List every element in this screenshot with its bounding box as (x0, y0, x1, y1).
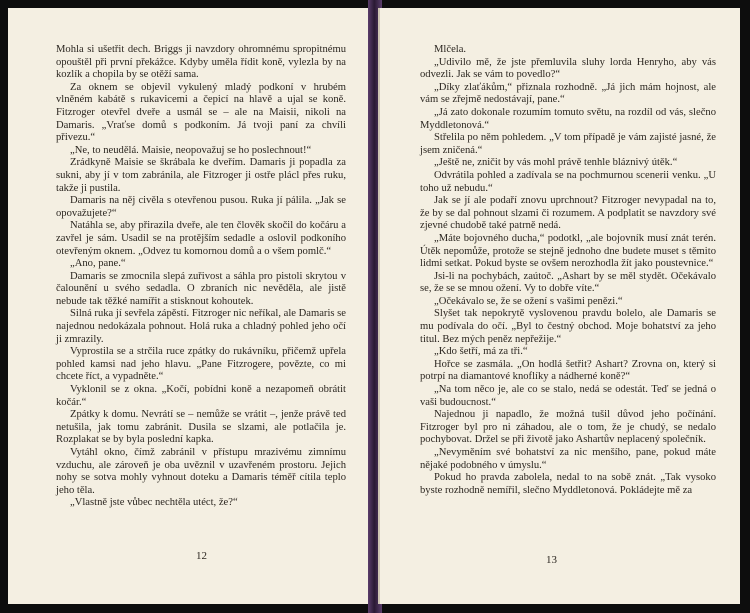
right-page-text (420, 44, 716, 497)
paragraph: Natáhla se, aby přirazila dveře, ale ten člověk skočil do kočáru a zavřel je sám. Usadil se na protějším sedadle a oslovil podkoního otevřeným oknem. „Odvez tu komornou domů a o všem pomlč.“ (56, 220, 346, 257)
paragraph: Vyklonil se z okna. „Kočí, pobídni koně a nezapomeň obrátit kočár.“ (56, 384, 346, 408)
paragraph: „Udivilo mě, že jste přemluvila sluhy lorda Henryho, aby vás odvezli. Jak se vám to povedlo?“ (420, 56, 716, 81)
paragraph: „Na tom něco je, ale co se stalo, nedá se odestát. Teď se jedná o vaši budoucnost.“ (420, 384, 716, 408)
paragraph: Jak se jí ale podaří znovu uprchnout? Fitzroger nevypadal na to, že by se dal pohnout slzami či rozumem. A podplatit se navzdory své zjevné chudobě také patrně nedá. (420, 195, 716, 232)
paragraph: Vytáhl okno, čímž zabránil v přístupu mrazivému zimnímu vzduchu, ale zároveň je oba uvěznil v uzavřeném prostoru. Jejich nohy se sotva mohly vyhnout doteku a Damaris téměř cítila teplo jeho těla. (56, 447, 346, 496)
page-number: 13 (546, 554, 557, 566)
paragraph: Zrádkyně Maisie se škrábala ke dveřím. Damaris ji popadla za sukni, aby jí v tom zabránila, ale Fitzroger ji ostře plácl přes ruku, takže ji pustila. (56, 157, 346, 194)
paragraph: „Ještě ne, zničit by vás mohl právě tenhle bláznivý útěk.“ (434, 157, 678, 169)
paragraph: „Máte bojovného ducha,“ podotkl, „ale bojovník musí znát terén. Útěk nepomůže, protože se stejně jednoho dne budete muset s těmito lidmi setkat. Pokud byste se ovšem nerozhodla žít jako poustevnice.“ (420, 232, 716, 270)
paragraph: Slyšet tak nepokrytě vyslovenou pravdu bolelo, ale Damaris se mu podívala do očí. „Byl to čestný obchod. Moje bohatství za jeho titul. Bez mých peněz nepřežije.“ (420, 308, 716, 345)
paragraph: „Ano, pane.“ (70, 258, 126, 270)
paragraph: Silná ruka jí sevřela zápěstí. Fitzroger nic neříkal, ale Damaris se najednou nedokázala pohnout. Holá ruka a chladný pohled jeho očí ji zmrazily. (56, 308, 346, 345)
paragraph: Vyprostila se a strčila ruce zpátky do rukávníku, přičemž upřela pohled kamsi nad jeho hlavu. „Pane Fitzrogere, povězte, co mi chcete říct, a vypadněte.“ (56, 346, 346, 383)
paragraph: Střelila po něm pohledem. „V tom případě je vám zajisté jasné, že jsem zničená.“ (420, 132, 716, 156)
paragraph: „Nevyměním své bohatství za nic menšího, pane, pokud máte nějaké podobného v úmyslu.“ (420, 447, 716, 471)
paragraph: „Díky zlaťákům,“ přiznala rozhodně. „Já jich mám hojnost, ale vám se zřejmě nedostávají, pane.“ (420, 81, 716, 106)
paragraph: „Očekávalo se, že se ožení s vašimi penězi.“ (434, 295, 623, 307)
paragraph: Mohla si ušetřit dech. Briggs ji navzdory ohromnému spropitnému opouštěl při první překážce. Kdyby uměla řídit koně, vylezla by na kozlík a chopila by se otěží sama. (56, 44, 346, 81)
paragraph: „Vlastně jste vůbec nechtěla utéct, že?“ (70, 497, 238, 509)
page-number: 12 (196, 550, 207, 562)
paragraph: Najednou ji napadlo, že možná tušil důvod jeho počínání. Fitzroger byl pro ni záhadou, ale o tom, že je chudý, se nedalo pochybovat. Držel se při životě jako Ashartův neplacený společník. (420, 409, 716, 446)
paragraph: Odvrátila pohled a zadívala se na pochmurnou scenerii venku. „U toho už nebudu.“ (420, 169, 716, 194)
paragraph: Jsi-li na pochybách, zaútoč. „Ashart by se měl stydět. Očekávalo se, že se se mnou ožení. Vy to dobře víte.“ (420, 270, 716, 295)
paragraph: Mlčela. (434, 44, 467, 55)
paragraph: Zpátky k domu. Nevrátí se – nemůže se vrátit –, jenže právě ted netušila, jak tomu zabránit. Dusila se slzami, ale potlačila je. Rozplakat se by byla poslední kapka. (56, 409, 346, 446)
right-page (378, 8, 740, 604)
paragraph: Hořce se zasmála. „On hodlá šetřit? Ashart? Zrovna on, který si potrpí na diamantové knoflíky a nádherné koně?“ (420, 358, 716, 383)
paragraph: Pokud ho pravda zabolela, nedal to na sobě znát. „Tak vysoko byste rozhodně nemířil, slečno Myddletonová. Pokládejte mě za (420, 472, 716, 496)
paragraph: Damaris na něj civěla s otevřenou pusou. Ruka jí pálila. „Jak se opovažujete?“ (56, 195, 346, 219)
paragraph: Damaris se zmocnila slepá zuřivost a sáhla pro pistoli skrytou v čalounění u svého sedadla. O zbraních nic nevěděla, ale jistě nebude tak těžké namířit a stisknout kohoutek. (56, 270, 346, 307)
left-page-text (56, 44, 346, 510)
paragraph: „Kdo šetří, má za tři.“ (434, 346, 528, 358)
paragraph: Za oknem se objevil vykulený mladý podkoní v hrubém vlněném kabátě s rukavicemi a čepicí na hlavě a ujal se koně. Fitzroger otevřel dveře a usmál se – ale na Maisii, nikoli na Damaris. „Vraťse domů s podkoním. Já tvoji paní za chvíli přivezu.“ (56, 81, 346, 144)
left-page (8, 8, 370, 604)
paragraph: „Ne, to neudělá. Maisie, neopovažuj se ho poslechnout!“ (70, 144, 312, 156)
paragraph: „Já zato dokonale rozumím tomuto světu, na rozdíl od vás, slečno Myddletonová.“ (420, 106, 716, 131)
